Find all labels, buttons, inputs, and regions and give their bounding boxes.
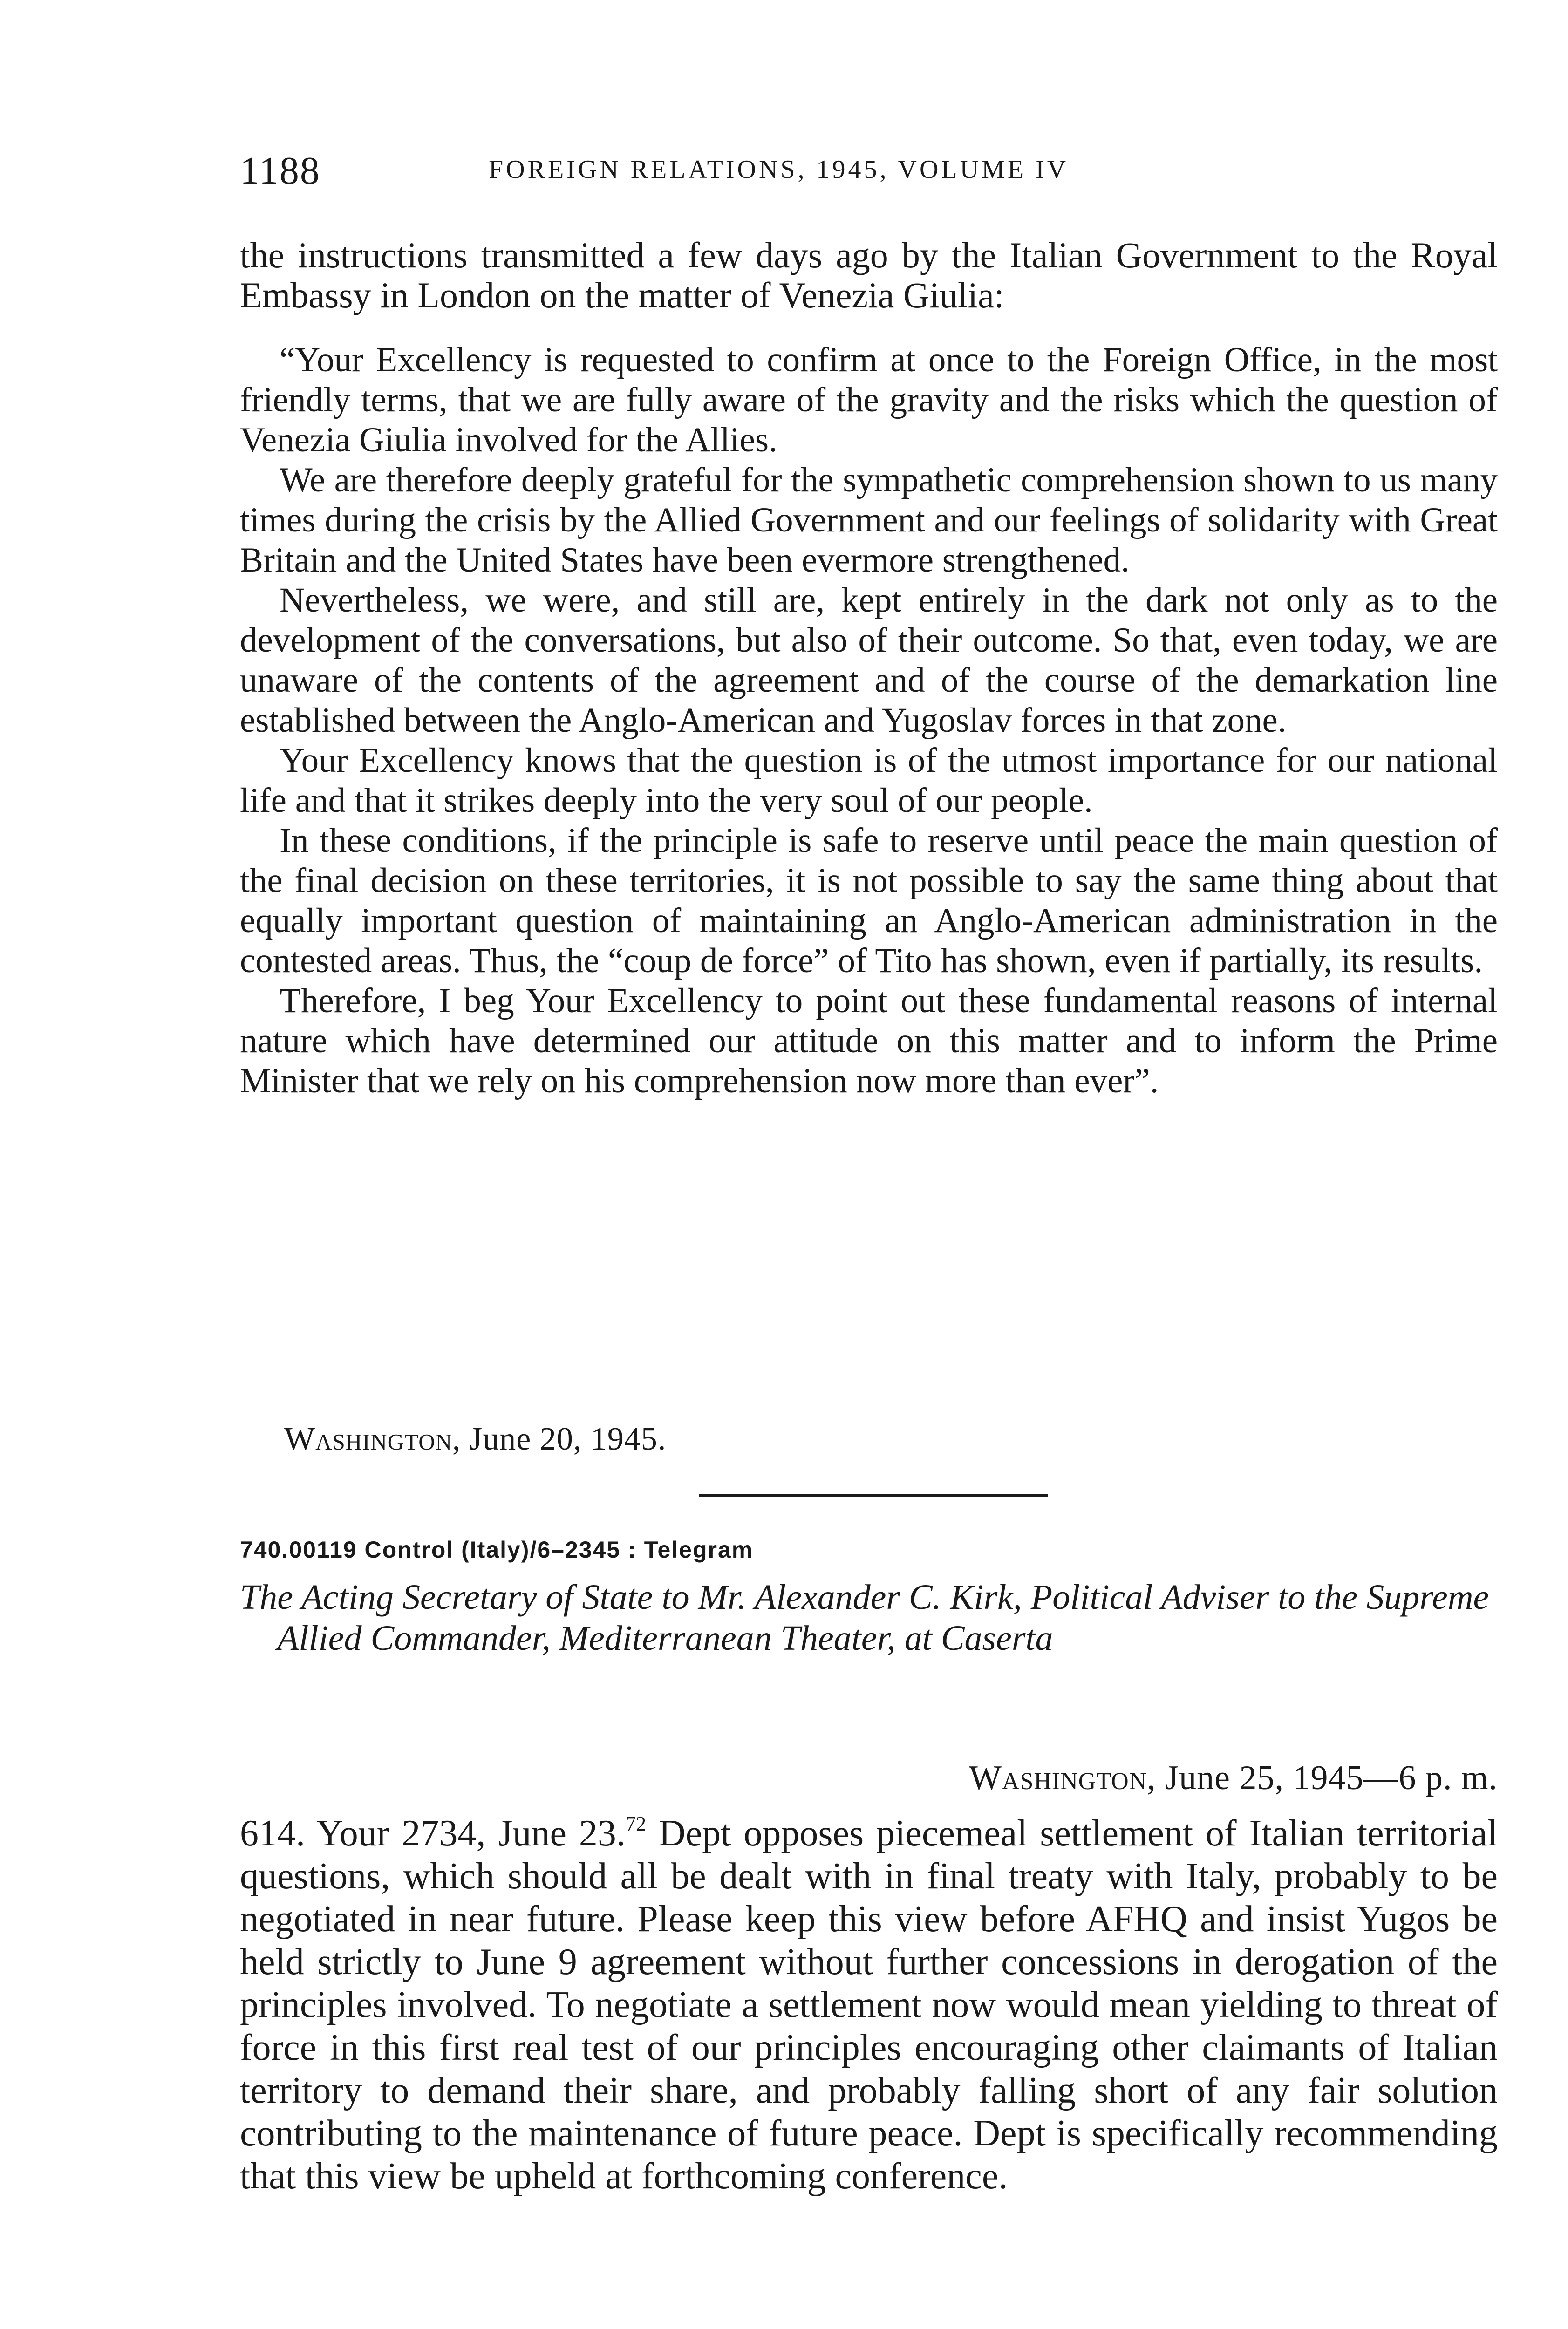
closing-date: , June 20, 1945.: [452, 1421, 667, 1457]
closing-place: Washington: [284, 1421, 453, 1457]
page-number: 1188: [240, 149, 320, 192]
quote-paragraph: Therefore, I beg Your Excellency to point out these fundamental reasons of internal nature which have determined our attitude on this matter and to inform the Prime Minister that we rely on his comprehension now more than ever”.: [240, 981, 1498, 1100]
dateline-place: Washington: [969, 1759, 1147, 1797]
message-rest: Dept opposes piecemeal settlement of Italian territorial questions, which should all be dealt with in final treaty with Italy, probably to be negotiated in near future. Please keep this view before AFHQ and insist Yugos be held strictly to June 9 agreement without further concessions in derogation of the principles involved. To negotiate a settlement now would mean yielding to threat of force in this first real test of our principles encouraging other claimants of Italian territory to demand their share, and probably falling short of any fair solution contributing to the maintenance of future peace. Dept is specifically recommending that this view be upheld at forthcoming conference.: [240, 1813, 1498, 2197]
intro-text: the instructions transmitted a few days ago by the Italian Government to the Royal Embassy in London on the matter of Venezia Giulia:: [240, 235, 1498, 315]
dateline-date: , June 25, 1945—6 p. m.: [1147, 1759, 1498, 1797]
quote-paragraph: Your Excellency knows that the question is of the utmost importance for our national life and that it strikes deeply into the very soul of our people.: [240, 741, 1498, 820]
telegram-paragraph: [240, 1812, 1498, 2198]
quote-paragraph: Nevertheless, we were, and still are, kept entirely in the dark not only as to the development of the conversations, but also of their outcome. So that, even today, we are unaware of the contents of the agreement and of the course of the demarkation line established between the Anglo-American and Yugoslav forces in that zone.: [240, 581, 1498, 740]
intro-paragraph: [240, 235, 1498, 315]
document-headnote: [240, 1577, 1498, 1659]
closing-place-date: [284, 1421, 666, 1458]
running-head: [240, 148, 1498, 199]
section-divider: [699, 1494, 1048, 1497]
telegram-body: [240, 1812, 1498, 2198]
quoted-message: [240, 340, 1498, 1101]
quote-paragraph: We are therefore deeply grateful for the sympathetic comprehension shown to us many times during the crisis by the Allied Government and our feelings of solidarity with Great Britain and the United States have been evermore strengthened.: [240, 461, 1498, 579]
file-reference: 740.00119 Control (Italy)/6–2345 : Telegram: [240, 1537, 754, 1563]
message-start: 614. Your 2734, June 23.: [240, 1813, 626, 1854]
quote-paragraph: “Your Excellency is requested to confirm at once to the Foreign Office, in the most friendly terms, that we are fully aware of the gravity and the risks which the question of Venezia Giulia involved for the Allies.: [240, 340, 1498, 459]
headnote-text: The Acting Secretary of State to Mr. Alexander C. Kirk, Political Adviser to the Supreme Allied Commander, Mediterranean Theater, at Caserta: [240, 1578, 1489, 1658]
running-title: FOREIGN RELATIONS, 1945, VOLUME IV: [489, 155, 1069, 184]
footnote-reference: 72: [625, 1812, 646, 1835]
quote-paragraph: In these conditions, if the principle is safe to reserve until peace the main question of the final decision on these territories, it is not possible to say the same thing about that equally important question of maintaining an Anglo-American administration in the contested areas. Thus, the “coup de force” of Tito has shown, even if partially, its results.: [240, 821, 1498, 980]
dateline: [969, 1758, 1498, 1798]
